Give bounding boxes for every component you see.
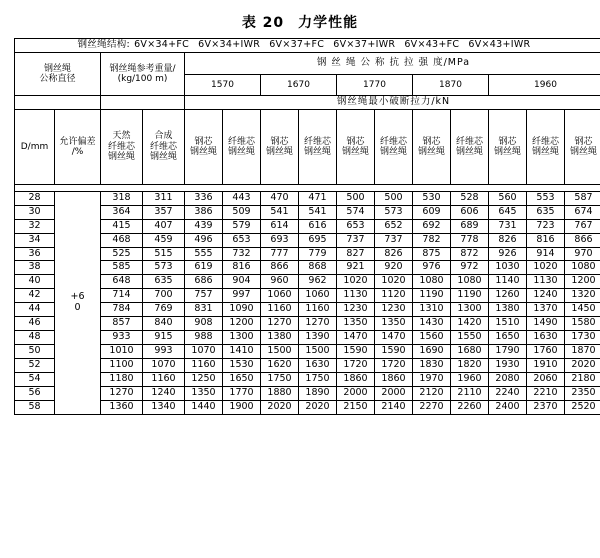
cell-diameter: 38	[15, 261, 55, 275]
cell-breaking-force-9: 816	[527, 233, 565, 247]
cell-breaking-force-2: 1380	[261, 331, 299, 345]
cell-breaking-force-3: 541	[299, 205, 337, 219]
cell-breaking-force-8: 560	[489, 191, 527, 205]
cell-breaking-force-6: 875	[413, 247, 451, 261]
cell-breaking-force-2: 2020	[261, 400, 299, 414]
cell-breaking-force-7: 1550	[451, 331, 489, 345]
cell-breaking-force-5: 1470	[375, 331, 413, 345]
cell-breaking-force-9: 635	[527, 205, 565, 219]
cell-breaking-force-0: 496	[185, 233, 223, 247]
cell-breaking-force-1: 1200	[223, 317, 261, 331]
cell-breaking-force-9: 553	[527, 191, 565, 205]
cell-breaking-force-8: 1650	[489, 331, 527, 345]
cell-breaking-force-6: 2120	[413, 386, 451, 400]
table-row	[15, 219, 600, 233]
cell-breaking-force-8: 1030	[489, 261, 527, 275]
header-diameter: 钢丝绳 公称直径	[15, 52, 101, 95]
cell-breaking-force-6: 530	[413, 191, 451, 205]
tolerance-lower: 0	[74, 301, 81, 313]
cell-diameter: 48	[15, 331, 55, 345]
cell-weight-synthetic: 1070	[143, 358, 185, 372]
cell-breaking-force-6: 692	[413, 219, 451, 233]
cell-breaking-force-9: 2210	[527, 386, 565, 400]
cell-breaking-force-10: 1320	[565, 289, 600, 303]
cell-breaking-force-9: 1910	[527, 358, 565, 372]
cell-breaking-force-7: 972	[451, 261, 489, 275]
structure-row	[15, 39, 600, 53]
cell-breaking-force-2: 1060	[261, 289, 299, 303]
cell-breaking-force-8: 1790	[489, 344, 527, 358]
cell-breaking-force-8: 2400	[489, 400, 527, 414]
cell-weight-synthetic: 1160	[143, 372, 185, 386]
cell-breaking-force-9: 2060	[527, 372, 565, 386]
tolerance-upper: +6	[70, 290, 85, 302]
cell-breaking-force-3: 1160	[299, 303, 337, 317]
cell-breaking-force-4: 1590	[337, 344, 375, 358]
cell-breaking-force-2: 1620	[261, 358, 299, 372]
cell-breaking-force-6: 782	[413, 233, 451, 247]
cell-breaking-force-9: 1490	[527, 317, 565, 331]
cell-breaking-force-6: 1430	[413, 317, 451, 331]
cell-breaking-force-5: 1590	[375, 344, 413, 358]
cell-breaking-force-1: 732	[223, 247, 261, 261]
cell-breaking-force-6: 1560	[413, 331, 451, 345]
cell-diameter: 50	[15, 344, 55, 358]
cell-weight-natural: 648	[101, 275, 143, 289]
cell-breaking-force-1: 997	[223, 289, 261, 303]
cell-breaking-force-4: 921	[337, 261, 375, 275]
cell-weight-synthetic: 1240	[143, 386, 185, 400]
table-row	[15, 386, 600, 400]
cell-breaking-force-5: 1720	[375, 358, 413, 372]
table-row	[15, 303, 600, 317]
cell-breaking-force-4: 827	[337, 247, 375, 261]
cell-diameter: 34	[15, 233, 55, 247]
cell-diameter: 58	[15, 400, 55, 414]
table-row	[15, 331, 600, 345]
cell-breaking-force-2: 614	[261, 219, 299, 233]
cell-breaking-force-4: 737	[337, 233, 375, 247]
cell-breaking-force-10: 1730	[565, 331, 600, 345]
cell-weight-synthetic: 840	[143, 317, 185, 331]
cell-breaking-force-10: 587	[565, 191, 600, 205]
cell-diameter: 28	[15, 191, 55, 205]
header-core-steel-3: 钢芯 钢丝绳	[337, 109, 375, 184]
cell-breaking-force-5: 500	[375, 191, 413, 205]
cell-breaking-force-0: 619	[185, 261, 223, 275]
cell-weight-natural: 784	[101, 303, 143, 317]
cell-breaking-force-6: 1310	[413, 303, 451, 317]
cell-breaking-force-7: 1680	[451, 344, 489, 358]
cell-breaking-force-0: 1160	[185, 358, 223, 372]
cell-breaking-force-8: 826	[489, 233, 527, 247]
mechanical-properties-table	[14, 38, 600, 415]
cell-breaking-force-5: 573	[375, 205, 413, 219]
cell-breaking-force-0: 336	[185, 191, 223, 205]
cell-breaking-force-7: 1190	[451, 289, 489, 303]
header-row-1	[15, 52, 600, 74]
cell-weight-synthetic: 915	[143, 331, 185, 345]
cell-breaking-force-8: 1510	[489, 317, 527, 331]
header-weight-natural: 天然 纤维芯 钢丝绳	[101, 109, 143, 184]
cell-breaking-force-5: 652	[375, 219, 413, 233]
cell-breaking-force-5: 2140	[375, 400, 413, 414]
cell-breaking-force-10: 1080	[565, 261, 600, 275]
cell-breaking-force-4: 1860	[337, 372, 375, 386]
cell-breaking-force-10: 970	[565, 247, 600, 261]
cell-breaking-force-8: 2080	[489, 372, 527, 386]
cell-weight-natural: 525	[101, 247, 143, 261]
cell-breaking-force-7: 1960	[451, 372, 489, 386]
structure-item-4: 6V×43+FC	[404, 39, 460, 50]
cell-weight-natural: 714	[101, 289, 143, 303]
cell-breaking-force-4: 1350	[337, 317, 375, 331]
cell-weight-natural: 857	[101, 317, 143, 331]
cell-breaking-force-0: 1250	[185, 372, 223, 386]
header-core-fiber-4: 纤维芯 钢丝绳	[451, 109, 489, 184]
cell-breaking-force-0: 386	[185, 205, 223, 219]
cell-breaking-force-6: 1190	[413, 289, 451, 303]
strength-level-1770: 1770	[337, 74, 413, 95]
cell-breaking-force-5: 1020	[375, 275, 413, 289]
cell-breaking-force-4: 2150	[337, 400, 375, 414]
cell-breaking-force-10: 1870	[565, 344, 600, 358]
structure-item-0: 6V×34+FC	[134, 39, 190, 50]
cell-breaking-force-9: 1240	[527, 289, 565, 303]
cell-breaking-force-5: 920	[375, 261, 413, 275]
cell-weight-natural: 1180	[101, 372, 143, 386]
cell-breaking-force-0: 831	[185, 303, 223, 317]
cell-weight-natural: 1010	[101, 344, 143, 358]
table-title	[14, 12, 586, 32]
cell-breaking-force-1: 579	[223, 219, 261, 233]
cell-breaking-force-8: 1380	[489, 303, 527, 317]
cell-breaking-force-1: 1530	[223, 358, 261, 372]
cell-breaking-force-4: 2000	[337, 386, 375, 400]
cell-breaking-force-10: 2020	[565, 358, 600, 372]
cell-breaking-force-10: 1450	[565, 303, 600, 317]
table-spacer-cell	[15, 184, 600, 191]
cell-breaking-force-7: 1300	[451, 303, 489, 317]
cell-breaking-force-0: 686	[185, 275, 223, 289]
cell-breaking-force-3: 868	[299, 261, 337, 275]
cell-breaking-force-5: 826	[375, 247, 413, 261]
cell-weight-synthetic: 769	[143, 303, 185, 317]
cell-weight-natural: 585	[101, 261, 143, 275]
cell-breaking-force-0: 908	[185, 317, 223, 331]
cell-weight-synthetic: 515	[143, 247, 185, 261]
cell-breaking-force-0: 1440	[185, 400, 223, 414]
cell-breaking-force-10: 2350	[565, 386, 600, 400]
cell-breaking-force-0: 988	[185, 331, 223, 345]
cell-diameter: 44	[15, 303, 55, 317]
cell-breaking-force-6: 1830	[413, 358, 451, 372]
cell-diameter: 52	[15, 358, 55, 372]
cell-breaking-force-5: 2000	[375, 386, 413, 400]
cell-breaking-force-2: 541	[261, 205, 299, 219]
table-row	[15, 358, 600, 372]
cell-breaking-force-7: 1420	[451, 317, 489, 331]
header-core-fiber-2: 纤维芯 钢丝绳	[299, 109, 337, 184]
cell-diameter: 32	[15, 219, 55, 233]
table-row	[15, 191, 600, 205]
cell-weight-natural: 1100	[101, 358, 143, 372]
cell-breaking-force-4: 500	[337, 191, 375, 205]
table-row	[15, 205, 600, 219]
cell-breaking-force-1: 1410	[223, 344, 261, 358]
strength-level-1870: 1870	[413, 74, 489, 95]
cell-breaking-force-7: 1820	[451, 358, 489, 372]
cell-weight-natural: 1270	[101, 386, 143, 400]
cell-breaking-force-0: 555	[185, 247, 223, 261]
cell-breaking-force-6: 609	[413, 205, 451, 219]
cell-breaking-force-3: 962	[299, 275, 337, 289]
cell-breaking-force-1: 509	[223, 205, 261, 219]
cell-breaking-force-7: 872	[451, 247, 489, 261]
cell-breaking-force-1: 1090	[223, 303, 261, 317]
strength-level-1570: 1570	[185, 74, 261, 95]
cell-breaking-force-0: 757	[185, 289, 223, 303]
header-row-4	[15, 109, 600, 184]
cell-breaking-force-2: 1160	[261, 303, 299, 317]
cell-breaking-force-10: 1580	[565, 317, 600, 331]
cell-breaking-force-5: 1230	[375, 303, 413, 317]
cell-breaking-force-9: 1130	[527, 275, 565, 289]
cell-weight-synthetic: 635	[143, 275, 185, 289]
cell-breaking-force-0: 1350	[185, 386, 223, 400]
cell-breaking-force-1: 653	[223, 233, 261, 247]
cell-diameter: 40	[15, 275, 55, 289]
cell-weight-natural: 415	[101, 219, 143, 233]
cell-breaking-force-8: 2240	[489, 386, 527, 400]
cell-breaking-force-4: 574	[337, 205, 375, 219]
cell-breaking-force-2: 1880	[261, 386, 299, 400]
cell-breaking-force-1: 816	[223, 261, 261, 275]
cell-breaking-force-10: 2180	[565, 372, 600, 386]
cell-weight-synthetic: 311	[143, 191, 185, 205]
cell-weight-natural: 318	[101, 191, 143, 205]
cell-breaking-force-8: 645	[489, 205, 527, 219]
header-weight-synthetic: 合成 纤维芯 钢丝绳	[143, 109, 185, 184]
structure-item-2: 6V×37+FC	[269, 39, 325, 50]
cell-breaking-force-7: 2110	[451, 386, 489, 400]
table-row	[15, 233, 600, 247]
header-core-steel-1: 钢芯 钢丝绳	[185, 109, 223, 184]
cell-breaking-force-7: 689	[451, 219, 489, 233]
cell-breaking-force-6: 1690	[413, 344, 451, 358]
cell-breaking-force-1: 1900	[223, 400, 261, 414]
cell-weight-synthetic: 357	[143, 205, 185, 219]
header-core-fiber-1: 纤维芯 钢丝绳	[223, 109, 261, 184]
cell-breaking-force-10: 2520	[565, 400, 600, 414]
cell-breaking-force-3: 695	[299, 233, 337, 247]
cell-breaking-force-0: 439	[185, 219, 223, 233]
header-core-steel-4: 钢芯 钢丝绳	[413, 109, 451, 184]
cell-weight-synthetic: 407	[143, 219, 185, 233]
cell-weight-natural: 364	[101, 205, 143, 219]
cell-breaking-force-3: 2020	[299, 400, 337, 414]
cell-weight-synthetic: 1340	[143, 400, 185, 414]
cell-weight-natural: 1360	[101, 400, 143, 414]
cell-breaking-force-0: 1070	[185, 344, 223, 358]
header-weight-blank	[101, 95, 185, 109]
cell-breaking-force-10: 1200	[565, 275, 600, 289]
cell-breaking-force-6: 976	[413, 261, 451, 275]
header-diameter-unit: D/mm	[15, 109, 55, 184]
header-weight: 钢丝绳参考重量/ (kg/100 m)	[101, 52, 185, 95]
structure-item-5: 6V×43+IWR	[468, 39, 531, 50]
cell-weight-natural: 468	[101, 233, 143, 247]
table-row	[15, 400, 600, 414]
cell-breaking-force-4: 1130	[337, 289, 375, 303]
cell-breaking-force-10: 866	[565, 233, 600, 247]
cell-breaking-force-2: 1270	[261, 317, 299, 331]
cell-breaking-force-9: 723	[527, 219, 565, 233]
cell-breaking-force-9: 914	[527, 247, 565, 261]
table-spacer-row	[15, 184, 600, 191]
header-diameter-blank	[15, 95, 101, 109]
cell-breaking-force-3: 779	[299, 247, 337, 261]
table-row	[15, 289, 600, 303]
cell-breaking-force-3: 1060	[299, 289, 337, 303]
cell-breaking-force-5: 737	[375, 233, 413, 247]
cell-breaking-force-6: 2270	[413, 400, 451, 414]
cell-breaking-force-3: 1500	[299, 344, 337, 358]
cell-breaking-force-1: 1770	[223, 386, 261, 400]
cell-breaking-force-9: 1370	[527, 303, 565, 317]
cell-breaking-force-5: 1120	[375, 289, 413, 303]
table-name: 力学性能	[298, 15, 359, 31]
cell-weight-natural: 933	[101, 331, 143, 345]
strength-level-1960: 1960	[489, 74, 600, 95]
cell-breaking-force-3: 1270	[299, 317, 337, 331]
header-breaking-title: 钢丝绳最小破断拉力/kN	[185, 95, 600, 109]
cell-breaking-force-4: 1470	[337, 331, 375, 345]
cell-breaking-force-2: 470	[261, 191, 299, 205]
cell-breaking-force-2: 1500	[261, 344, 299, 358]
cell-diameter: 42	[15, 289, 55, 303]
table-row	[15, 247, 600, 261]
table-row	[15, 344, 600, 358]
cell-breaking-force-2: 866	[261, 261, 299, 275]
cell-breaking-force-2: 960	[261, 275, 299, 289]
cell-breaking-force-5: 1350	[375, 317, 413, 331]
cell-breaking-force-5: 1860	[375, 372, 413, 386]
cell-weight-synthetic: 459	[143, 233, 185, 247]
table-row	[15, 372, 600, 386]
table-row	[15, 275, 600, 289]
cell-breaking-force-1: 1300	[223, 331, 261, 345]
cell-breaking-force-7: 528	[451, 191, 489, 205]
cell-breaking-force-3: 1390	[299, 331, 337, 345]
cell-breaking-force-3: 471	[299, 191, 337, 205]
cell-breaking-force-9: 2370	[527, 400, 565, 414]
cell-breaking-force-3: 1890	[299, 386, 337, 400]
cell-diameter: 54	[15, 372, 55, 386]
cell-breaking-force-8: 926	[489, 247, 527, 261]
cell-breaking-force-10: 767	[565, 219, 600, 233]
cell-tolerance	[55, 191, 101, 414]
cell-diameter: 30	[15, 205, 55, 219]
cell-diameter: 56	[15, 386, 55, 400]
cell-breaking-force-1: 443	[223, 191, 261, 205]
cell-breaking-force-2: 693	[261, 233, 299, 247]
structure-item-3: 6V×37+IWR	[333, 39, 396, 50]
table-number: 表 20	[241, 15, 285, 31]
header-row-3	[15, 95, 600, 109]
cell-weight-synthetic: 700	[143, 289, 185, 303]
header-tolerance: 允许偏差 /%	[55, 109, 101, 184]
cell-diameter: 36	[15, 247, 55, 261]
cell-breaking-force-9: 1760	[527, 344, 565, 358]
header-core-fiber-5: 纤维芯 钢丝绳	[527, 109, 565, 184]
cell-breaking-force-4: 1020	[337, 275, 375, 289]
structure-label: 钢丝绳结构:	[77, 39, 131, 50]
cell-breaking-force-8: 1930	[489, 358, 527, 372]
header-core-steel-2: 钢芯 钢丝绳	[261, 109, 299, 184]
table-row	[15, 261, 600, 275]
cell-weight-synthetic: 993	[143, 344, 185, 358]
cell-breaking-force-4: 1230	[337, 303, 375, 317]
cell-diameter: 46	[15, 317, 55, 331]
strength-level-1670: 1670	[261, 74, 337, 95]
cell-breaking-force-7: 2260	[451, 400, 489, 414]
cell-breaking-force-8: 1260	[489, 289, 527, 303]
header-core-steel-6: 钢芯 钢丝绳	[565, 109, 600, 184]
header-strength-title: 钢 丝 绳 公 称 抗 拉 强 度/MPa	[185, 52, 600, 74]
cell-breaking-force-3: 1750	[299, 372, 337, 386]
cell-breaking-force-6: 1080	[413, 275, 451, 289]
cell-breaking-force-8: 1140	[489, 275, 527, 289]
cell-breaking-force-7: 1080	[451, 275, 489, 289]
structure-item-1: 6V×34+IWR	[198, 39, 261, 50]
cell-breaking-force-8: 731	[489, 219, 527, 233]
cell-breaking-force-1: 1650	[223, 372, 261, 386]
cell-breaking-force-3: 616	[299, 219, 337, 233]
cell-breaking-force-10: 674	[565, 205, 600, 219]
cell-breaking-force-1: 904	[223, 275, 261, 289]
cell-weight-synthetic: 573	[143, 261, 185, 275]
cell-breaking-force-2: 777	[261, 247, 299, 261]
cell-breaking-force-7: 606	[451, 205, 489, 219]
cell-breaking-force-4: 653	[337, 219, 375, 233]
cell-breaking-force-4: 1720	[337, 358, 375, 372]
cell-breaking-force-7: 778	[451, 233, 489, 247]
cell-breaking-force-3: 1630	[299, 358, 337, 372]
cell-breaking-force-2: 1750	[261, 372, 299, 386]
cell-breaking-force-9: 1020	[527, 261, 565, 275]
header-core-steel-5: 钢芯 钢丝绳	[489, 109, 527, 184]
header-core-fiber-3: 纤维芯 钢丝绳	[375, 109, 413, 184]
table-row	[15, 317, 600, 331]
cell-breaking-force-9: 1630	[527, 331, 565, 345]
structure-cell	[15, 39, 600, 53]
cell-breaking-force-6: 1970	[413, 372, 451, 386]
